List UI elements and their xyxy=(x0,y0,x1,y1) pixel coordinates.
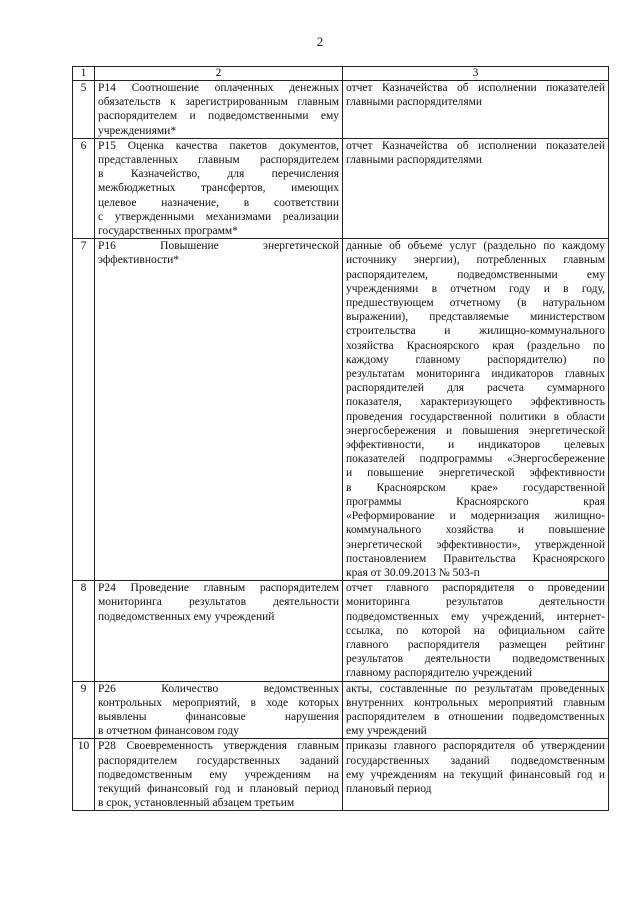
indicator-cell-line: межбюджетных трансфертов, имеющих xyxy=(98,182,339,195)
source-cell-line: «Реформирование и модернизация жилищно- xyxy=(346,510,605,523)
indicator-cell-line: мониторинга результатов деятельности xyxy=(98,596,339,609)
header-col-2: 2 xyxy=(95,67,343,81)
table-row xyxy=(73,81,609,139)
source-cell-line: государственных заданий подведомственным xyxy=(346,754,605,767)
source-cell-line: отчет главного распорядителя о проведении xyxy=(346,582,605,595)
source-cell-line: коммунального хозяйства и повышение xyxy=(346,524,605,537)
source-cell-line: главному распорядителю учреждений xyxy=(346,667,532,680)
indicator-cell-line: учреждениями* xyxy=(98,124,177,137)
source-cell-line: отчет Казначейства об исполнении показателей xyxy=(346,82,605,94)
source-cell-line: приказы главного распорядителя об утверждении xyxy=(346,740,605,753)
indicator-cell-line: подведомственных ему учреждений xyxy=(98,610,275,623)
document-table xyxy=(72,66,609,811)
row-number: 8 xyxy=(73,581,95,681)
source-cell-line: проведения государственной политики в области xyxy=(346,410,605,423)
indicator-cell-line: с утвержденными механизмами реализации xyxy=(98,210,339,223)
source-cell-line: ссылка, по которой на официальном сайте xyxy=(346,624,605,637)
indicator-cell-line: эффективности* xyxy=(98,254,180,267)
source-cell-line: распорядителем в отношении подведомственных xyxy=(346,710,605,723)
indicator-cell-line: в Казначейство, для перечисления xyxy=(98,168,339,181)
header-col-3: 3 xyxy=(343,67,609,81)
indicator-cell-line: Р28 Своевременность утверждения главным xyxy=(98,740,339,753)
source-cell-line: края от 30.09.2013 № 503-п xyxy=(346,566,480,579)
source-cell-line: энергосбережения и повышения энергетической xyxy=(346,424,605,437)
indicator-cell xyxy=(95,739,343,811)
source-cell-line: каждому главному распорядителю) по xyxy=(346,353,605,366)
indicator-cell xyxy=(95,681,343,739)
source-cell-line: данные об объеме услуг (раздельно по каждому xyxy=(346,240,605,253)
indicator-cell-line: подведомственным ему учреждениям на xyxy=(98,768,339,781)
indicator-cell xyxy=(95,239,343,581)
indicator-cell-line: Р15 Оценка качества пакетов документов, xyxy=(98,139,339,152)
indicator-cell-line: Р14 Соотношение оплаченных денежных xyxy=(98,82,339,94)
source-cell-line: строительства и жилищно-коммунального xyxy=(346,325,605,338)
indicator-cell xyxy=(95,581,343,681)
indicator-cell xyxy=(95,138,343,238)
source-cell-line: и повышение энергетической эффективности xyxy=(346,467,605,480)
table-row xyxy=(73,739,609,811)
source-cell-line: показателя, характеризующего эффективность xyxy=(346,396,605,409)
source-cell-line: предшествующем отчетному (в натуральном xyxy=(346,297,605,310)
source-cell xyxy=(343,239,609,581)
page-number: 2 xyxy=(316,34,324,49)
source-cell-line: постановлением Правительства Красноярского xyxy=(346,552,605,565)
indicator-cell-line: в отчетном финансовом году xyxy=(98,725,240,738)
source-cell-line: программы Красноярского края xyxy=(346,495,605,508)
source-cell-line: учреждениями в отчетном году и в году, xyxy=(346,282,605,295)
source-cell-line: эффективности, и индикаторов целевых xyxy=(346,439,605,452)
indicator-cell-line: целевое назначение, в соответствии xyxy=(98,196,339,209)
row-number: 9 xyxy=(73,681,95,739)
header-col-1: 1 xyxy=(73,67,95,81)
source-cell-line: главного распорядителя размещен рейтинг xyxy=(346,638,605,651)
indicator-cell-line: представленных главным распорядителем xyxy=(98,154,339,167)
row-number: 5 xyxy=(73,81,95,139)
source-cell-line: результатов деятельности подведомственных xyxy=(346,653,605,666)
table-row xyxy=(73,239,609,581)
indicator-cell-line: в срок, установленный абзацем третьим xyxy=(98,797,295,810)
source-cell-line: выражении), представляемые министерством xyxy=(346,311,605,324)
source-cell-line: ему учреждений xyxy=(346,725,427,738)
source-cell xyxy=(343,581,609,681)
source-cell-line: акты, составленные по результатам проведенных xyxy=(346,682,605,695)
source-cell xyxy=(343,138,609,238)
table-row xyxy=(73,681,609,739)
indicator-cell-line: государственных программ* xyxy=(98,225,238,238)
source-cell-line: в Красноярском крае» государственной xyxy=(346,481,605,494)
indicator-cell-line: контрольных мероприятий, в ходе которых xyxy=(98,696,339,709)
table-row xyxy=(73,581,609,681)
source-cell-line: отчет Казначейства об исполнении показателей xyxy=(346,139,605,152)
source-cell-line: энергетической эффективности», утвержденной xyxy=(346,538,605,551)
indicator-cell-line: распорядителем государственных заданий xyxy=(98,754,339,767)
indicator-cell xyxy=(95,81,343,139)
table-row xyxy=(73,138,609,238)
source-cell-line: внутренних контрольных мероприятий главным xyxy=(346,696,605,709)
source-cell-line: распорядителем, подведомственными ему xyxy=(346,268,605,281)
table-header-row xyxy=(73,67,609,81)
source-cell xyxy=(343,81,609,139)
source-cell-line: ему учреждениям на текущий финансовый год и xyxy=(346,768,605,781)
source-cell-line: главными распорядителями xyxy=(346,154,483,167)
indicator-cell-line: распорядителем и подведомственными ему xyxy=(98,110,339,123)
source-cell-line: хозяйства Красноярского края (раздельно по xyxy=(346,339,605,352)
source-cell-line: подведомственных ему учреждений, интернет- xyxy=(346,610,605,623)
source-cell-line: источнику энергии), потребленных главным xyxy=(346,254,605,267)
indicator-cell-line: текущий финансовый год и плановый период xyxy=(98,782,339,795)
row-number: 10 xyxy=(73,739,95,811)
source-cell-line: результатам мониторинга индикаторов главных xyxy=(346,368,605,381)
indicator-cell-line: выявлены финансовые нарушения xyxy=(98,710,339,723)
indicator-cell-line: Р16 Повышение энергетической xyxy=(98,240,339,253)
indicator-cell-line: Р26 Количество ведомственных xyxy=(98,682,339,695)
row-number: 7 xyxy=(73,239,95,581)
source-cell-line: плановый период xyxy=(346,782,432,795)
indicator-cell-line: обязательств к зарегистрированным главным xyxy=(98,96,339,109)
source-cell-line: главными распорядителями xyxy=(346,96,483,109)
source-cell-line: мониторинга результатов деятельности xyxy=(346,596,605,609)
source-cell-line: показателей подпрограммы «Энергосбережение xyxy=(346,453,605,466)
source-cell-line: распорядителей для расчета суммарного xyxy=(346,382,605,395)
row-number: 6 xyxy=(73,138,95,238)
source-cell xyxy=(343,681,609,739)
indicator-cell-line: Р24 Проведение главным распорядителем xyxy=(98,582,339,595)
source-cell xyxy=(343,739,609,811)
